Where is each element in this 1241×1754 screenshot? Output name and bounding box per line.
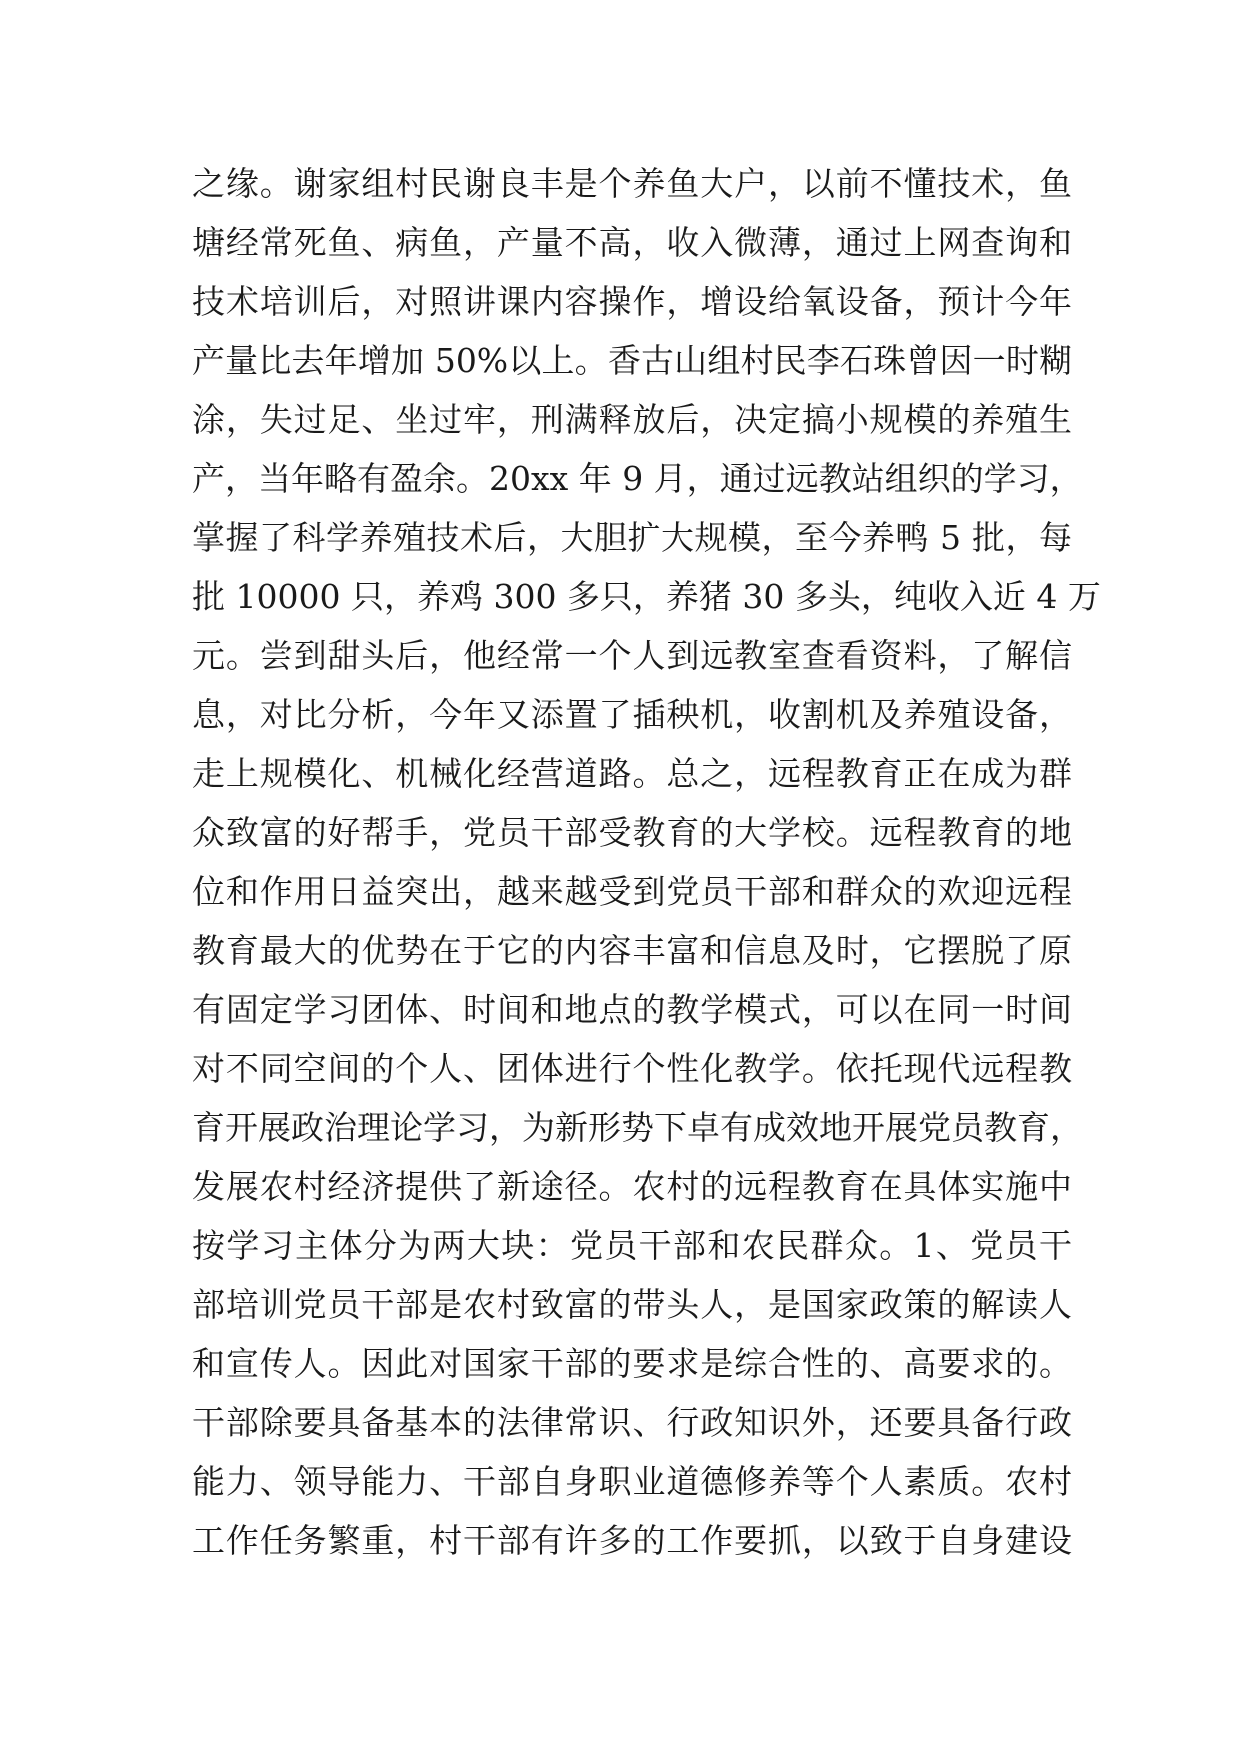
body-text [192,154,1101,1570]
text-line: 发展农村经济提供了新途径。农村的远程教育在具体实施中 [192,1167,1072,1206]
text-line: 干部除要具备基本的法律常识、行政知识外，还要具备行政 [192,1403,1072,1442]
text-line: 产量比去年增加 50%以上。香古山组村民李石珠曾因一时糊 [192,341,1072,380]
text-line: 产，当年略有盈余。20xx 年 9 月，通过远教站组织的学习， [192,459,1083,498]
text-line: 教育最大的优势在于它的内容丰富和信息及时，它摆脱了原 [192,931,1072,970]
text-line: 工作任务繁重，村干部有许多的工作要抓，以致于自身建设 [192,1521,1072,1560]
text-line: 技术培训后，对照讲课内容操作，增设给氧设备，预计今年 [192,282,1072,321]
text-line: 位和作用日益突出，越来越受到党员干部和群众的欢迎远程 [192,872,1072,911]
text-line: 涂，失过足、坐过牢，刑满释放后，决定搞小规模的养殖生 [192,400,1072,439]
text-line: 按学习主体分为两大块：党员干部和农民群众。1、党员干 [192,1226,1072,1265]
text-line: 批 10000 只，养鸡 300 多只，养猪 30 多头，纯收入近 4 万 [192,577,1101,616]
text-line: 元。尝到甜头后，他经常一个人到远教室查看资料，了解信 [192,636,1072,675]
text-line: 和宣传人。因此对国家干部的要求是综合性的、高要求的。 [192,1344,1072,1383]
text-line: 息，对比分析，今年又添置了插秧机，收割机及养殖设备， [192,695,1072,734]
text-line: 部培训党员干部是农村致富的带头人，是国家政策的解读人 [192,1285,1072,1324]
text-line: 对不同空间的个人、团体进行个性化教学。依托现代远程教 [192,1049,1072,1088]
text-line: 众致富的好帮手，党员干部受教育的大学校。远程教育的地 [192,813,1072,852]
text-line: 育开展政治理论学习，为新形势下卓有成效地开展党员教育， [192,1108,1083,1147]
text-line: 掌握了科学养殖技术后，大胆扩大规模，至今养鸭 5 批，每 [192,518,1072,557]
text-line: 能力、领导能力、干部自身职业道德修养等个人素质。农村 [192,1462,1072,1501]
text-line: 走上规模化、机械化经营道路。总之，远程教育正在成为群 [192,754,1072,793]
text-line: 之缘。谢家组村民谢良丰是个养鱼大户，以前不懂技术，鱼 [192,164,1072,203]
text-line: 有固定学习团体、时间和地点的教学模式，可以在同一时间 [192,990,1072,1029]
text-line: 塘经常死鱼、病鱼，产量不高，收入微薄，通过上网查询和 [192,223,1072,262]
